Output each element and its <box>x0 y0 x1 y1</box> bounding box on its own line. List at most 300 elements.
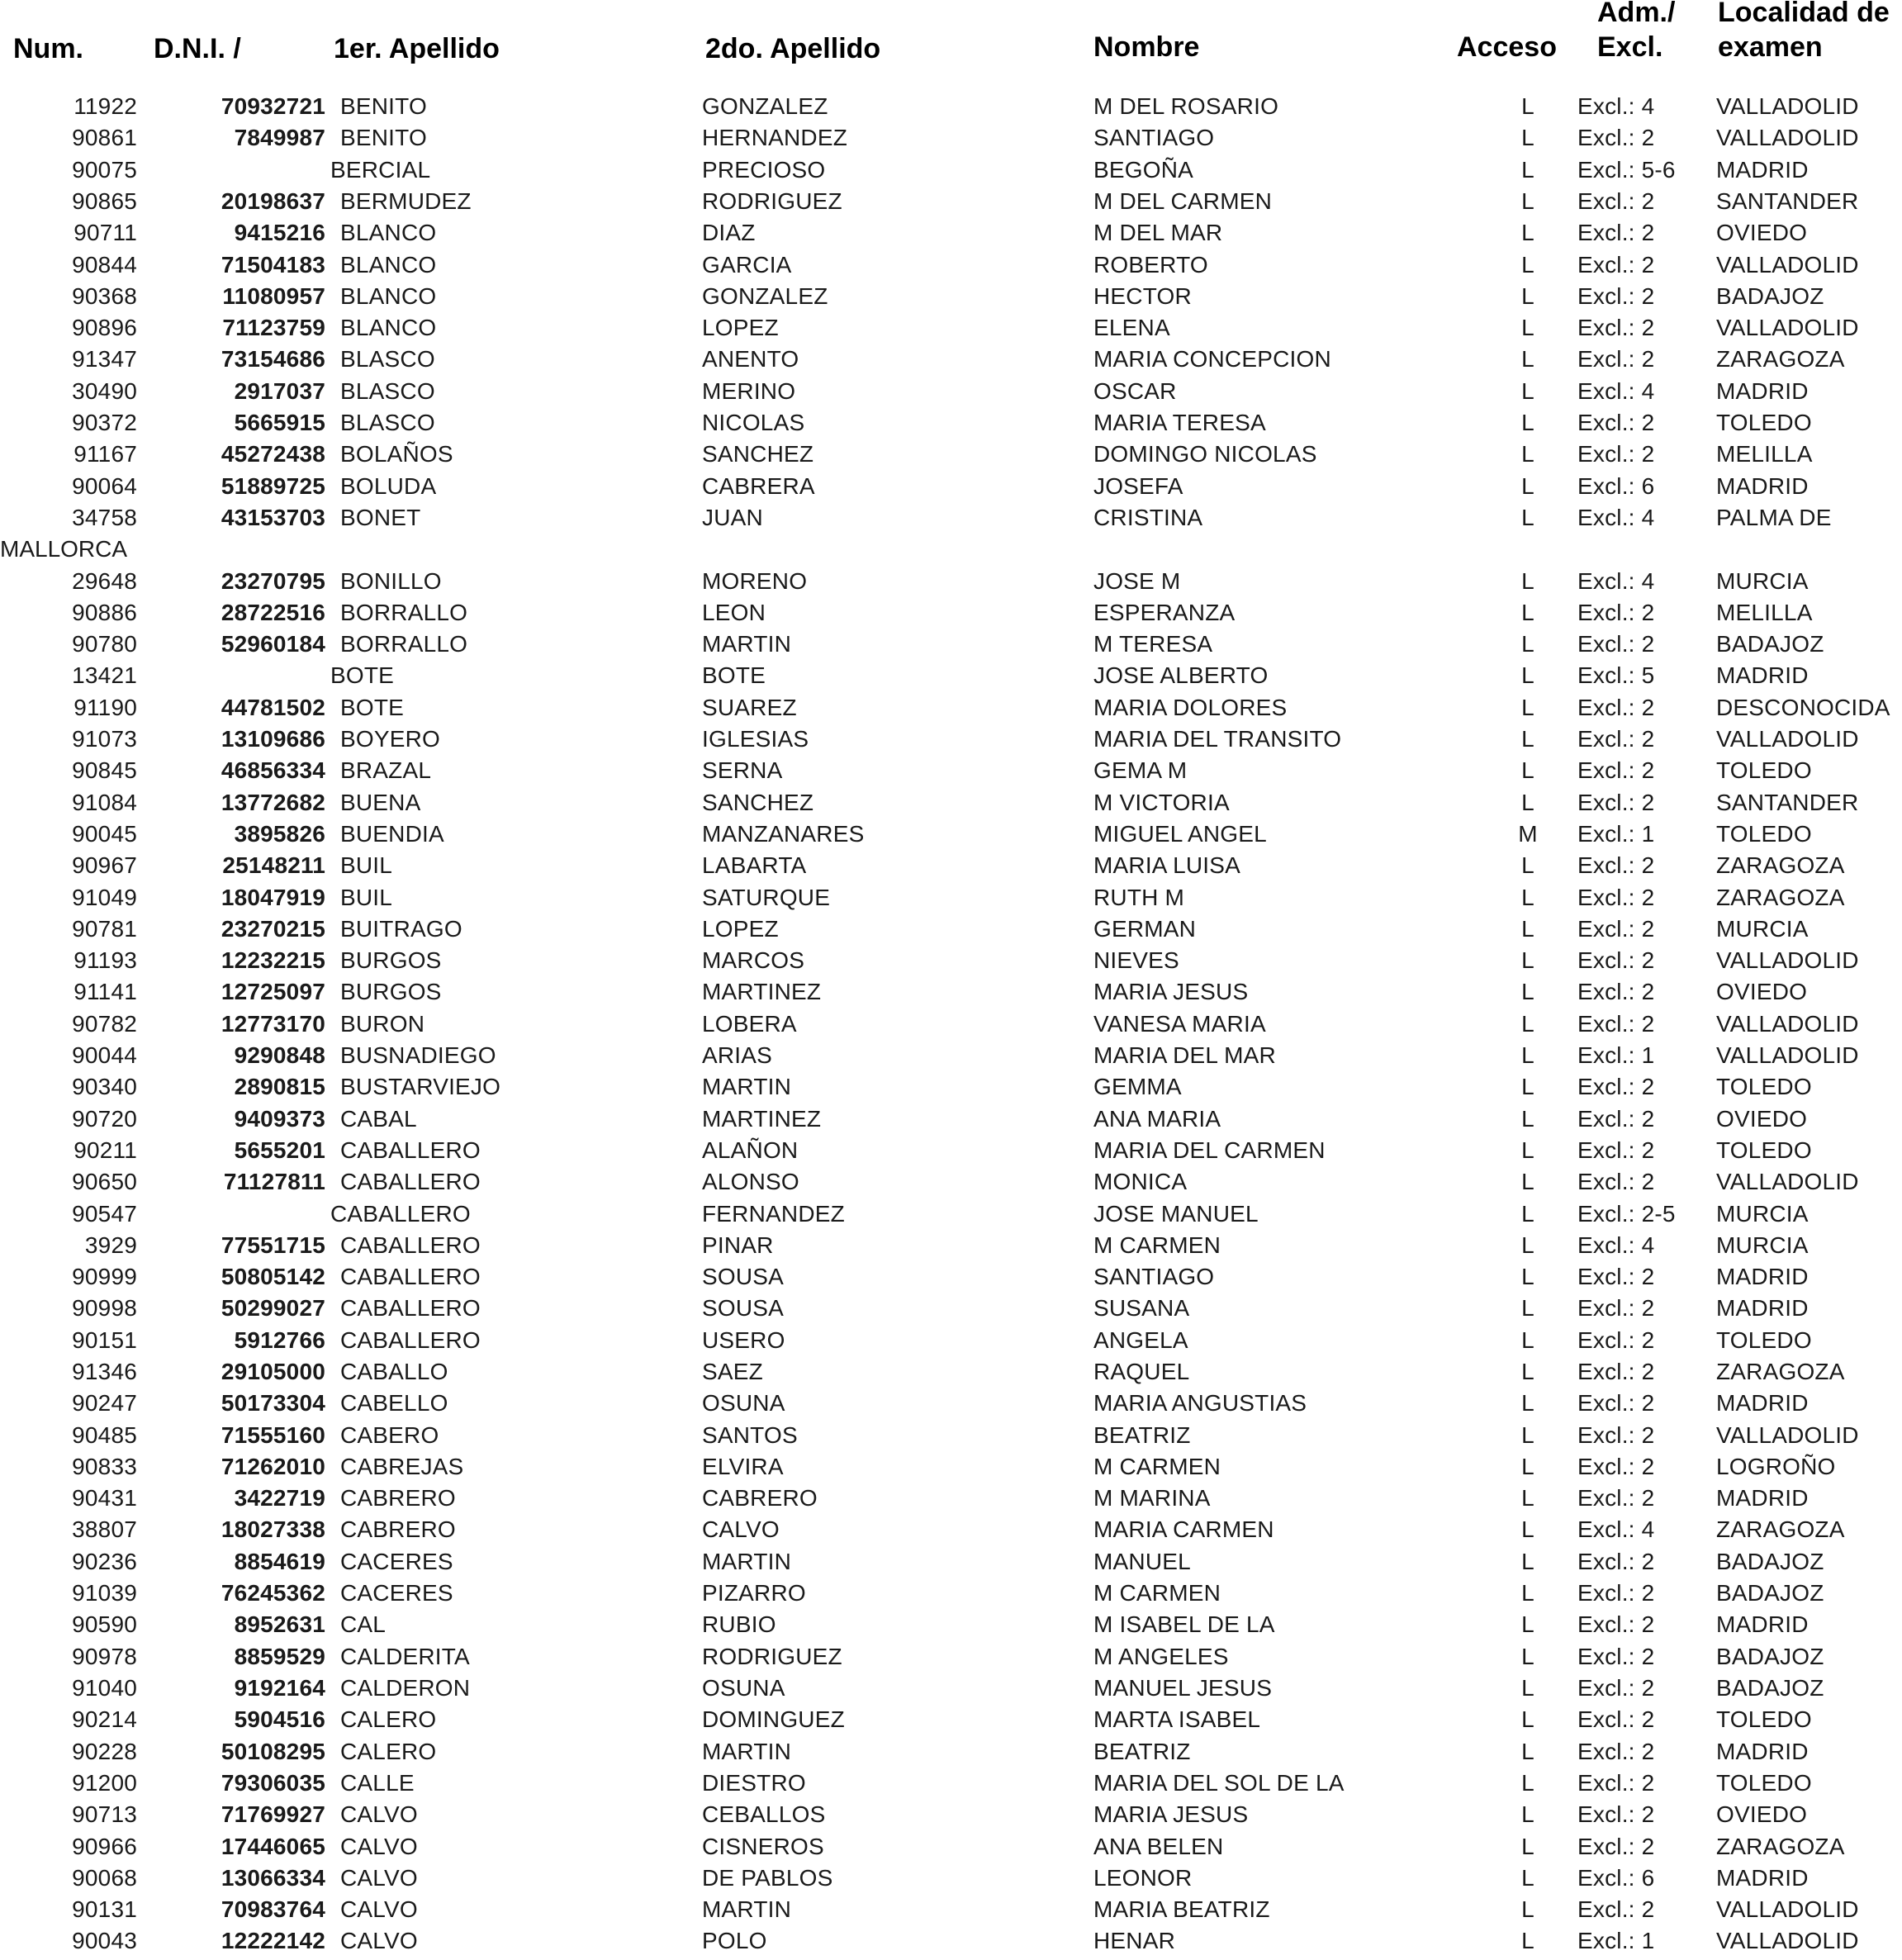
cell-num: 91200 <box>72 1770 137 1796</box>
cell-num: 91040 <box>72 1675 137 1701</box>
cell-acceso: L <box>1521 757 1534 783</box>
table-row <box>0 502 1902 534</box>
cell-apellido2: GONZALEZ <box>702 283 828 309</box>
table-row <box>0 1894 1902 1925</box>
cell-apellido2: DIAZ <box>702 220 756 245</box>
cell-nombre: RUTH M <box>1093 885 1185 910</box>
cell-apellido2: PIZARRO <box>702 1580 806 1606</box>
cell-localidad: TOLEDO <box>1716 1137 1812 1163</box>
cell-num: 38807 <box>72 1516 137 1542</box>
table-row <box>0 1863 1902 1894</box>
cell-adm-excl: Excl.: 2 <box>1577 441 1655 467</box>
cell-acceso: L <box>1521 252 1534 278</box>
cell-apellido2: IGLESIAS <box>702 726 809 752</box>
cell-acceso: L <box>1521 1739 1534 1764</box>
cell-localidad: BADAJOZ <box>1716 1644 1824 1669</box>
cell-dni: 23270795 <box>221 568 325 594</box>
cell-num: 90247 <box>72 1390 137 1416</box>
cell-apellido2: CEBALLOS <box>702 1801 826 1827</box>
cell-acceso: L <box>1521 378 1534 404</box>
cell-apellido1: CALDERITA <box>340 1644 470 1669</box>
table-row <box>0 1103 1902 1135</box>
cell-num: 91193 <box>74 947 137 973</box>
header-dni: D.N.I. / <box>154 33 241 64</box>
table-row <box>0 376 1902 407</box>
table-row <box>0 882 1902 914</box>
cell-num: 90844 <box>72 252 137 278</box>
cell-acceso: L <box>1521 505 1534 530</box>
table-row <box>0 471 1902 502</box>
cell-apellido2: CALVO <box>702 1516 780 1542</box>
cell-adm-excl: Excl.: 2 <box>1577 979 1655 1004</box>
table-row <box>0 249 1902 281</box>
cell-num: 91141 <box>74 979 137 1004</box>
header-nombre: Nombre <box>1093 31 1200 63</box>
cell-dni: 5665915 <box>234 410 325 435</box>
cell-acceso: L <box>1521 947 1534 973</box>
cell-localidad: SANTANDER <box>1716 790 1859 815</box>
cell-localidad: MURCIA <box>1716 916 1809 942</box>
cell-apellido1: BLANCO <box>340 315 437 340</box>
cell-adm-excl: Excl.: 5-6 <box>1577 157 1676 183</box>
cell-num: 90228 <box>72 1739 137 1764</box>
cell-localidad: VALLADOLID <box>1716 726 1859 752</box>
cell-acceso: L <box>1521 885 1534 910</box>
cell-adm-excl: Excl.: 2 <box>1577 410 1655 435</box>
cell-apellido1: BURGOS <box>340 947 442 973</box>
cell-num: 90780 <box>72 631 137 657</box>
header-acceso: Acceso <box>1457 31 1557 63</box>
cell-nombre: M VICTORIA <box>1093 790 1230 815</box>
table-row <box>0 1230 1902 1261</box>
cell-num: 3929 <box>84 1232 137 1258</box>
cell-nombre: GEMMA <box>1093 1074 1182 1099</box>
cell-localidad: TOLEDO <box>1716 821 1812 847</box>
cell-dni: 77551715 <box>221 1232 325 1258</box>
cell-nombre: RAQUEL <box>1093 1359 1190 1384</box>
cell-apellido1: CALERO <box>340 1706 437 1732</box>
cell-apellido2: OSUNA <box>702 1390 785 1416</box>
cell-adm-excl: Excl.: 1 <box>1577 821 1655 847</box>
cell-acceso: L <box>1521 852 1534 878</box>
cell-nombre: MARTA ISABEL <box>1093 1706 1261 1732</box>
cell-nombre: M ANGELES <box>1093 1644 1229 1669</box>
cell-localidad: ZARAGOZA <box>1716 346 1845 372</box>
cell-apellido2: PINAR <box>702 1232 774 1258</box>
cell-apellido2: ALONSO <box>702 1169 799 1194</box>
cell-adm-excl: Excl.: 2 <box>1577 1106 1655 1132</box>
cell-nombre: ESPERANZA <box>1093 600 1236 625</box>
cell-localidad: TOLEDO <box>1716 1327 1812 1353</box>
cell-num: 91190 <box>74 695 137 720</box>
cell-nombre: MARIA BEATRIZ <box>1093 1896 1270 1922</box>
cell-acceso: L <box>1521 1580 1534 1606</box>
cell-dni: 12773170 <box>221 1011 325 1037</box>
cell-localidad: TOLEDO <box>1716 1770 1812 1796</box>
cell-adm-excl: Excl.: 2 <box>1577 252 1655 278</box>
cell-apellido2: DE PABLOS <box>702 1865 833 1891</box>
cell-num: 90861 <box>72 125 137 150</box>
cell-dni: 7849987 <box>234 125 325 150</box>
cell-apellido1: CALVO <box>340 1801 418 1827</box>
cell-apellido1: BUENA <box>340 790 421 815</box>
cell-localidad: VALLADOLID <box>1716 93 1859 119</box>
cell-apellido1: BORRALLO <box>340 631 468 657</box>
cell-nombre: M CARMEN <box>1093 1580 1221 1606</box>
cell-nombre: ROBERTO <box>1093 252 1208 278</box>
cell-adm-excl: Excl.: 6 <box>1577 473 1655 499</box>
cell-dni: 9192164 <box>234 1675 325 1701</box>
table-row <box>0 1071 1902 1103</box>
cell-dni: 5912766 <box>234 1327 325 1353</box>
cell-apellido1: BLASCO <box>340 410 435 435</box>
cell-dni: 13066334 <box>221 1865 325 1891</box>
cell-apellido1: BENITO <box>340 93 427 119</box>
table-row <box>0 186 1902 217</box>
cell-adm-excl: Excl.: 2 <box>1577 1074 1655 1099</box>
cell-acceso: L <box>1521 1422 1534 1448</box>
cell-dni: 23270215 <box>221 916 325 942</box>
cell-dni: 71123759 <box>222 315 325 340</box>
cell-acceso: L <box>1521 346 1534 372</box>
cell-dni: 45272438 <box>221 441 325 467</box>
cell-nombre: ELENA <box>1093 315 1170 340</box>
cell-apellido1: CABRERO <box>340 1516 456 1542</box>
cell-apellido1: CABELLO <box>340 1390 448 1416</box>
cell-apellido2: MARTIN <box>702 1074 792 1099</box>
cell-acceso: L <box>1521 1201 1534 1227</box>
cell-adm-excl: Excl.: 2 <box>1577 1169 1655 1194</box>
cell-dni: 71555160 <box>221 1422 325 1448</box>
cell-apellido1: CALLE <box>340 1770 415 1796</box>
cell-acceso: L <box>1521 1770 1534 1796</box>
cell-num: 90485 <box>72 1422 137 1448</box>
cell-nombre: HECTOR <box>1093 283 1192 309</box>
cell-apellido2: SANCHEZ <box>702 441 814 467</box>
cell-apellido1: BONILLO <box>340 568 442 594</box>
cell-localidad: MADRID <box>1716 378 1809 404</box>
cell-apellido2: RODRIGUEZ <box>702 1644 842 1669</box>
cell-apellido1: BONET <box>340 505 421 530</box>
cell-dni: 44781502 <box>221 695 325 720</box>
cell-localidad: TOLEDO <box>1716 1706 1812 1732</box>
cell-apellido2: CABRERO <box>702 1485 818 1511</box>
table-row <box>0 1799 1902 1830</box>
table-row <box>0 312 1902 344</box>
cell-localidad: DESCONOCIDA <box>1716 695 1890 720</box>
cell-acceso: L <box>1521 1169 1534 1194</box>
cell-adm-excl: Excl.: 2 <box>1577 1454 1655 1479</box>
cell-nombre: MANUEL JESUS <box>1093 1675 1273 1701</box>
cell-num: 90781 <box>72 916 137 942</box>
table-row <box>0 819 1902 850</box>
cell-acceso: L <box>1521 1295 1534 1321</box>
cell-adm-excl: Excl.: 2 <box>1577 1295 1655 1321</box>
cell-localidad: VALLADOLID <box>1716 1422 1859 1448</box>
cell-apellido1: CABREJAS <box>340 1454 464 1479</box>
cell-dni: 18027338 <box>221 1516 325 1542</box>
cell-nombre: DOMINGO NICOLAS <box>1093 441 1317 467</box>
table-row <box>0 1736 1902 1768</box>
cell-dni: 2890815 <box>234 1074 325 1099</box>
cell-dni: 71769927 <box>221 1801 325 1827</box>
cell-num: 90044 <box>72 1042 137 1068</box>
cell-num: 90999 <box>72 1264 137 1289</box>
cell-localidad: MADRID <box>1716 1264 1809 1289</box>
cell-nombre: MARIA JESUS <box>1093 979 1249 1004</box>
cell-num: 90865 <box>72 188 137 214</box>
cell-dni: 13109686 <box>221 726 325 752</box>
cell-apellido1: BUSNADIEGO <box>340 1042 496 1068</box>
cell-dni: 8952631 <box>234 1611 325 1637</box>
cell-acceso: L <box>1521 410 1534 435</box>
cell-acceso: L <box>1521 473 1534 499</box>
cell-nombre: MARIA DEL CARMEN <box>1093 1137 1326 1163</box>
cell-num: 90711 <box>74 220 137 245</box>
table-row <box>0 660 1902 691</box>
cell-nombre: M DEL ROSARIO <box>1093 93 1279 119</box>
cell-localidad: VALLADOLID <box>1716 1042 1859 1068</box>
cell-apellido2: SERNA <box>702 757 783 783</box>
table-row <box>0 629 1902 660</box>
cell-acceso: L <box>1521 1675 1534 1701</box>
cell-localidad: BADAJOZ <box>1716 1549 1824 1574</box>
cell-dni: 73154686 <box>221 346 325 372</box>
cell-num: 90782 <box>72 1011 137 1037</box>
table-row <box>0 1166 1902 1198</box>
cell-dni: 12725097 <box>221 979 325 1004</box>
cell-num: 90131 <box>72 1896 137 1922</box>
cell-nombre: MARIA DEL MAR <box>1093 1042 1276 1068</box>
cell-dni: 28722516 <box>221 600 325 625</box>
cell-adm-excl: Excl.: 2 <box>1577 1801 1655 1827</box>
cell-apellido2: MARTINEZ <box>702 1106 822 1132</box>
cell-localidad-continuation: MALLORCA <box>0 536 128 562</box>
cell-dni: 5655201 <box>234 1137 325 1163</box>
cell-localidad: VALLADOLID <box>1716 1896 1859 1922</box>
cell-localidad: TOLEDO <box>1716 410 1812 435</box>
cell-nombre: M TERESA <box>1093 631 1213 657</box>
cell-acceso: L <box>1521 1485 1534 1511</box>
cell-num: 91167 <box>74 441 137 467</box>
cell-num: 91347 <box>72 346 137 372</box>
cell-dni: 50805142 <box>221 1264 325 1289</box>
cell-nombre: M ISABEL DE LA <box>1093 1611 1275 1637</box>
cell-apellido2: DOMINGUEZ <box>702 1706 845 1732</box>
cell-nombre: MARIA CONCEPCION <box>1093 346 1331 372</box>
cell-adm-excl: Excl.: 2 <box>1577 916 1655 942</box>
cell-apellido1: CALVO <box>340 1865 418 1891</box>
cell-nombre: MIGUEL ANGEL <box>1093 821 1267 847</box>
cell-dni: 25148211 <box>222 852 325 878</box>
cell-localidad: LOGROÑO <box>1716 1454 1836 1479</box>
cell-acceso: L <box>1521 1327 1534 1353</box>
cell-localidad: MADRID <box>1716 1390 1809 1416</box>
cell-apellido1: CACERES <box>340 1580 453 1606</box>
table-row <box>0 914 1902 945</box>
cell-apellido2: NICOLAS <box>702 410 805 435</box>
table-row <box>0 1008 1902 1040</box>
cell-localidad: OVIEDO <box>1716 1106 1808 1132</box>
cell-localidad: BADAJOZ <box>1716 283 1824 309</box>
cell-apellido1: BUSTARVIEJO <box>340 1074 501 1099</box>
cell-nombre: MARIA DEL SOL DE LA <box>1093 1770 1345 1796</box>
cell-adm-excl: Excl.: 4 <box>1577 568 1655 594</box>
cell-nombre: M MARINA <box>1093 1485 1211 1511</box>
cell-dni: 43153703 <box>221 505 325 530</box>
cell-nombre: MARIA LUISA <box>1093 852 1241 878</box>
cell-apellido1: CABALLERO <box>340 1327 481 1353</box>
cell-num: 90236 <box>72 1549 137 1574</box>
table-row <box>0 1641 1902 1673</box>
cell-nombre: MARIA ANGUSTIAS <box>1093 1390 1307 1416</box>
cell-dni: 70983764 <box>221 1896 325 1922</box>
cell-localidad: ZARAGOZA <box>1716 885 1845 910</box>
cell-nombre: MONICA <box>1093 1169 1188 1194</box>
cell-apellido1: BOLAÑOS <box>340 441 453 467</box>
cell-apellido2: PRECIOSO <box>702 157 826 183</box>
cell-apellido2: BOTE <box>702 662 766 688</box>
cell-acceso: L <box>1521 631 1534 657</box>
cell-apellido1: BOTE <box>330 662 395 688</box>
table-row <box>0 1609 1902 1640</box>
cell-apellido1: BLASCO <box>340 346 435 372</box>
cell-nombre: MANUEL <box>1093 1549 1191 1574</box>
cell-num: 90978 <box>72 1644 137 1669</box>
cell-adm-excl: Excl.: 1 <box>1577 1042 1655 1068</box>
cell-localidad: BADAJOZ <box>1716 631 1824 657</box>
cell-localidad: VALLADOLID <box>1716 125 1859 150</box>
cell-acceso: L <box>1521 695 1534 720</box>
cell-dni: 3895826 <box>234 821 325 847</box>
cell-acceso: L <box>1521 441 1534 467</box>
cell-num: 30490 <box>72 378 137 404</box>
header-num: Num. <box>13 33 83 64</box>
cell-adm-excl: Excl.: 2-5 <box>1577 1201 1676 1227</box>
table-row <box>0 344 1902 375</box>
cell-adm-excl: Excl.: 4 <box>1577 378 1655 404</box>
cell-apellido1: BLASCO <box>340 378 435 404</box>
cell-dni: 2917037 <box>234 378 325 404</box>
cell-dni: 13772682 <box>221 790 325 815</box>
cell-nombre: JOSE ALBERTO <box>1093 662 1269 688</box>
cell-dni: 50299027 <box>221 1295 325 1321</box>
cell-apellido1: CALVO <box>340 1928 418 1953</box>
cell-acceso: L <box>1521 125 1534 150</box>
cell-apellido1: BORRALLO <box>340 600 468 625</box>
cell-apellido1: BURGOS <box>340 979 442 1004</box>
cell-num: 90043 <box>72 1928 137 1953</box>
cell-apellido1: BUENDIA <box>340 821 444 847</box>
cell-dni: 46856334 <box>221 757 325 783</box>
cell-adm-excl: Excl.: 2 <box>1577 188 1655 214</box>
cell-nombre: MARIA DOLORES <box>1093 695 1288 720</box>
cell-acceso: L <box>1521 157 1534 183</box>
cell-apellido1: CAL <box>340 1611 387 1637</box>
cell-nombre: M CARMEN <box>1093 1454 1221 1479</box>
header-localidad-line2: examen <box>1718 31 1823 63</box>
cell-acceso: L <box>1521 188 1534 214</box>
cell-nombre: M DEL MAR <box>1093 220 1223 245</box>
header-apellido1: 1er. Apellido <box>334 33 500 64</box>
cell-acceso: L <box>1521 1454 1534 1479</box>
cell-apellido2: USERO <box>702 1327 785 1353</box>
cell-nombre: ANGELA <box>1093 1327 1188 1353</box>
table-row <box>0 755 1902 786</box>
cell-apellido2: RUBIO <box>702 1611 776 1637</box>
cell-dni: 8854619 <box>234 1549 325 1574</box>
cell-nombre: BEGOÑA <box>1093 157 1194 183</box>
cell-apellido1: BERCIAL <box>330 157 431 183</box>
table-row <box>0 724 1902 755</box>
cell-adm-excl: Excl.: 2 <box>1577 125 1655 150</box>
table-row <box>0 1925 1902 1957</box>
cell-num: 91049 <box>72 885 137 910</box>
cell-apellido2: MERINO <box>702 378 796 404</box>
cell-adm-excl: Excl.: 4 <box>1577 1516 1655 1542</box>
cell-apellido2: LOPEZ <box>702 315 779 340</box>
cell-apellido1: CABALLERO <box>340 1264 481 1289</box>
cell-acceso: L <box>1521 315 1534 340</box>
cell-num: 90845 <box>72 757 137 783</box>
cell-adm-excl: Excl.: 2 <box>1577 1706 1655 1732</box>
cell-apellido1: BOLUDA <box>340 473 437 499</box>
cell-apellido2: MANZANARES <box>702 821 865 847</box>
cell-adm-excl: Excl.: 2 <box>1577 346 1655 372</box>
cell-acceso: L <box>1521 1137 1534 1163</box>
table-row <box>0 1388 1902 1419</box>
cell-acceso: L <box>1521 1928 1534 1953</box>
cell-acceso: L <box>1521 1074 1534 1099</box>
cell-apellido1: CABRERO <box>340 1485 456 1511</box>
cell-num: 13421 <box>72 662 137 688</box>
cell-acceso: L <box>1521 1549 1534 1574</box>
cell-apellido1: CALVO <box>340 1896 418 1922</box>
cell-nombre: GERMAN <box>1093 916 1197 942</box>
cell-dni: 8859529 <box>234 1644 325 1669</box>
cell-nombre: MARIA DEL TRANSITO <box>1093 726 1342 752</box>
table-row <box>0 1831 1902 1863</box>
cell-localidad: MADRID <box>1716 1739 1809 1764</box>
cell-num: 90211 <box>74 1137 137 1163</box>
cell-nombre: MARIA TERESA <box>1093 410 1266 435</box>
cell-apellido1: CABERO <box>340 1422 439 1448</box>
cell-adm-excl: Excl.: 4 <box>1577 93 1655 119</box>
cell-apellido2: HERNANDEZ <box>702 125 848 150</box>
cell-adm-excl: Excl.: 2 <box>1577 1580 1655 1606</box>
cell-dni: 12222142 <box>221 1928 325 1953</box>
table-row <box>0 597 1902 629</box>
cell-apellido1: BURON <box>340 1011 425 1037</box>
cell-localidad: MELILLA <box>1716 441 1813 467</box>
cell-adm-excl: Excl.: 6 <box>1577 1865 1655 1891</box>
cell-acceso: M <box>1518 821 1538 847</box>
table-row <box>0 122 1902 154</box>
cell-acceso: L <box>1521 283 1534 309</box>
cell-dni: 76245362 <box>221 1580 325 1606</box>
table-row <box>0 1420 1902 1451</box>
cell-apellido2: DIESTRO <box>702 1770 806 1796</box>
cell-apellido2: CABRERA <box>702 473 815 499</box>
cell-num: 90075 <box>72 157 137 183</box>
cell-apellido1: CABALLERO <box>330 1201 471 1227</box>
table-row <box>0 692 1902 724</box>
cell-nombre: SANTIAGO <box>1093 1264 1215 1289</box>
cell-apellido2: LOPEZ <box>702 916 779 942</box>
cell-apellido2: SAEZ <box>702 1359 763 1384</box>
cell-adm-excl: Excl.: 2 <box>1577 1011 1655 1037</box>
cell-acceso: L <box>1521 790 1534 815</box>
